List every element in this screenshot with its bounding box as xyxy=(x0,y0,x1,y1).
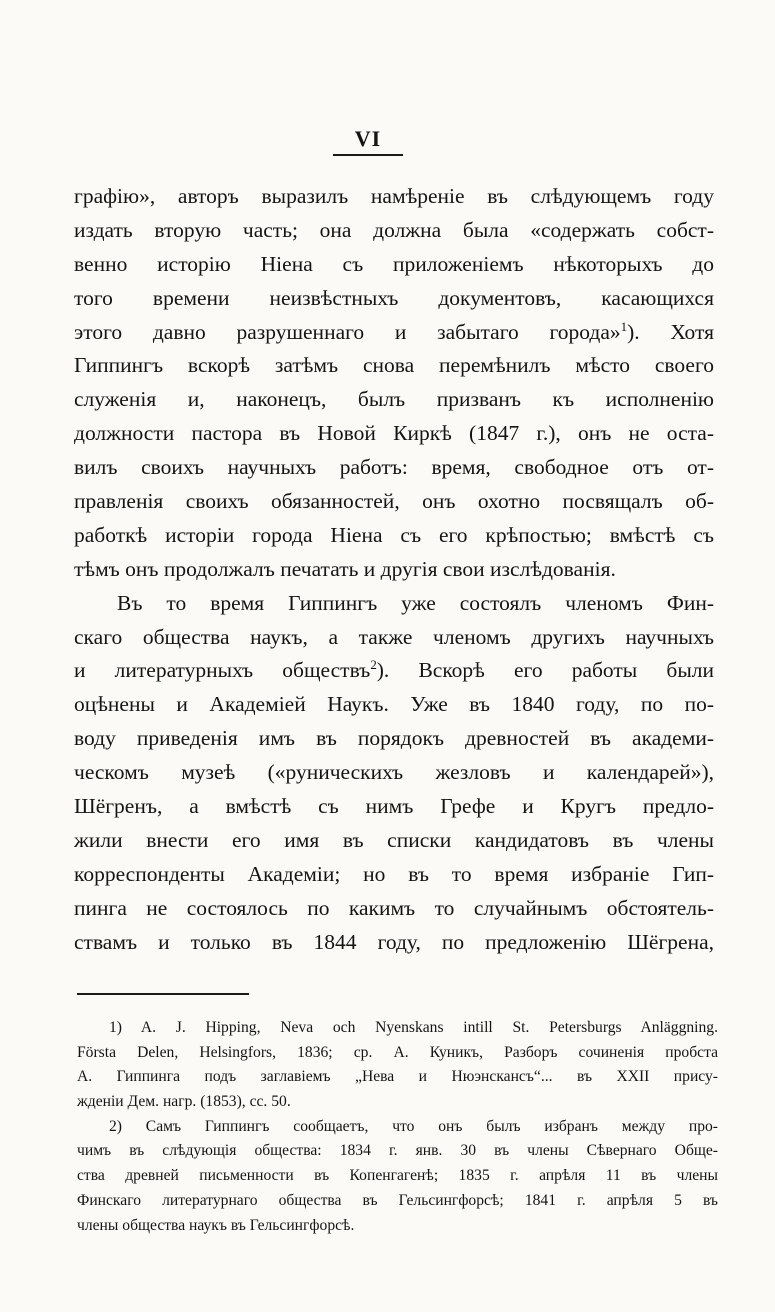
text-line: пинга не состоялось по какимъ то случайнымъ обстоятель- xyxy=(74,895,714,920)
text-line: правленія своихъ обязанностей, онъ охотно посвящалъ об- xyxy=(74,489,714,514)
footnote-line: 1) A. J. Hipping, Neva och Nyenskans intill St. Petersburgs Anläggning. xyxy=(109,1019,718,1036)
text-line: тѣмъ онъ продолжалъ печатать и другія свои изслѣдованія. xyxy=(74,556,616,581)
footnote-rule xyxy=(77,993,249,995)
text-line: скаго общества наукъ, а также членомъ другихъ научныхъ xyxy=(74,624,714,649)
text-line: Шёгренъ, а вмѣстѣ съ нимъ Грефе и Кругъ предло- xyxy=(74,794,714,819)
text-line: воду приведенія имъ въ порядокъ древностей въ академи- xyxy=(74,726,714,751)
text-line: венно исторію Ніена съ приложеніемъ нѣкоторыхъ до xyxy=(74,251,714,276)
footnote-line: чимъ въ слѣдующія общества: 1834 г. янв. 30 въ члены Сѣвернаго Обще- xyxy=(77,1142,718,1160)
text-line: работкѣ исторіи города Ніена съ его крѣпостью; вмѣстѣ съ xyxy=(74,522,714,547)
page-number: VI xyxy=(354,126,382,151)
footnote-line: члены общества наукъ въ Гельсингфорсѣ. xyxy=(77,1216,355,1234)
text-line: издать вторую часть; она должна была «содержать собст- xyxy=(74,217,714,242)
footnote-line: Финскаго литературнаго общества въ Гельсингфорсѣ; 1841 г. апрѣля 5 въ xyxy=(77,1191,718,1209)
footnote-ref: 2 xyxy=(370,658,377,673)
footnote-ref: 1 xyxy=(620,319,628,334)
footnote-line: 2) Самъ Гиппингъ сообщаетъ, что онъ былъ избранъ между про- xyxy=(109,1117,718,1135)
text-line: служенія и, наконецъ, былъ призванъ къ исполненію xyxy=(74,387,714,412)
text-line: Въ то время Гиппингъ уже состоялъ членомъ Фин- xyxy=(117,590,714,615)
text-line: должности пастора въ Новой Киркѣ (1847 г.), онъ не оста- xyxy=(74,421,714,446)
text-line: ческомъ музеѣ («руническихъ жезловъ и календарей»), xyxy=(74,760,714,785)
footnote-line: ства древней письменности въ Копенгагенѣ; 1835 г. апрѣля 11 въ члены xyxy=(77,1167,718,1185)
text-line: корреспонденты Академіи; но въ то время избраніе Гип- xyxy=(74,861,714,886)
body-text xyxy=(74,180,714,959)
text-line: и литературныхъ обществъ$^2$). Вскорѣ его работы были xyxy=(74,658,714,683)
text-line: того времени неизвѣстныхъ документовъ, касающихся xyxy=(74,285,714,310)
text-line: Гиппингъ вскорѣ затѣмъ снова перемѣнилъ мѣсто своего xyxy=(74,353,714,378)
text-line: ствамъ и только въ 1844 году, по предложенію Шёгрена, xyxy=(74,929,714,954)
text-line: графію», авторъ выразилъ намѣреніе въ слѣдующемъ году xyxy=(74,184,714,208)
footnote-line: А. Гиппинга подъ заглавіемъ „Нева и Нюэнскансъ“... въ XXII прису- xyxy=(77,1068,718,1086)
header-rule xyxy=(333,154,403,156)
text-line: жили внести его имя въ списки кандидатовъ въ члены xyxy=(74,827,714,852)
footnote-line: Första Delen, Helsingfors, 1836; ср. А. Куникъ, Разборъ сочиненія пробста xyxy=(77,1043,718,1061)
text-line: этого давно разрушеннаго и забытаго города»$^1$). Хотя xyxy=(74,319,714,344)
footnote-line: жденіи Дем. нагр. (1853), сс. 50. xyxy=(77,1093,291,1111)
text-line: вилъ своихъ научныхъ работъ: время, свободное отъ от- xyxy=(74,455,714,480)
footnotes xyxy=(77,1016,718,1238)
text-line: оцѣнены и Академіей Наукъ. Уже въ 1840 году, по по- xyxy=(74,692,714,717)
